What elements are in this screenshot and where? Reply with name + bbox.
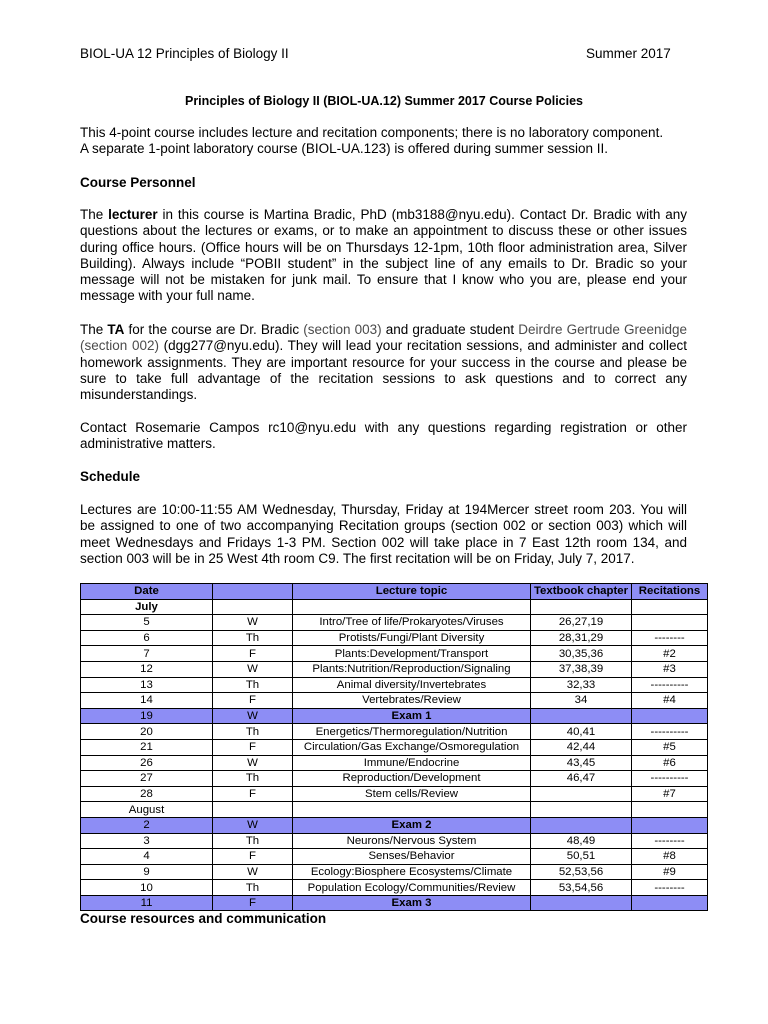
cell-chapter: 50,51	[531, 849, 632, 865]
cell-topic: Energetics/Thermoregulation/Nutrition	[293, 724, 531, 740]
cell-topic: Exam 3	[293, 895, 531, 911]
schedule-paragraph: Lectures are 10:00-11:55 AM Wednesday, Thursday, Friday at 194Mercer street room 203. You will be assigned to one of two accompanying Recitation groups (section 002 or section 003) which will meet Wednesdays and Fridays 1-3 PM. Section 002 will take place in 7 East 12th room 134, and section 003 will be in 25 West 4th room C9. The first recitation will be on Friday, July 7, 2017.	[80, 502, 687, 566]
cell-day: W	[213, 864, 293, 880]
cell-chapter	[531, 895, 632, 911]
cell-day: F	[213, 693, 293, 709]
cell-day: W	[213, 817, 293, 833]
cell-chapter: 52,53,56	[531, 864, 632, 880]
cell-topic: Plants:Nutrition/Reproduction/Signaling	[293, 661, 531, 677]
cell-date: 7	[81, 646, 213, 662]
resources-heading: Course resources and communication	[80, 911, 327, 926]
cell-recitation	[632, 802, 708, 818]
cell-date: 5	[81, 615, 213, 631]
cell-chapter	[531, 599, 632, 615]
table-row	[81, 786, 708, 802]
cell-day: Th	[213, 833, 293, 849]
table-row	[81, 755, 708, 771]
table-row	[81, 833, 708, 849]
cell-recitation: #5	[632, 739, 708, 755]
ta-prefix: The	[80, 322, 108, 337]
cell-date: 19	[81, 708, 213, 724]
table-row	[81, 880, 708, 896]
cell-topic: Intro/Tree of life/Prokaryotes/Viruses	[293, 615, 531, 631]
lecturer-paragraph	[80, 207, 687, 305]
cell-day: W	[213, 755, 293, 771]
cell-date: 2	[81, 817, 213, 833]
cell-date: 27	[81, 771, 213, 787]
cell-recitation	[632, 817, 708, 833]
cell-chapter	[531, 708, 632, 724]
ta-paragraph	[80, 322, 687, 403]
cell-recitation	[632, 895, 708, 911]
cell-date: 11	[81, 895, 213, 911]
cell-topic: Immune/Endocrine	[293, 755, 531, 771]
cell-recitation: #2	[632, 646, 708, 662]
ta-label: TA	[107, 322, 125, 337]
cell-day: F	[213, 646, 293, 662]
table-row	[81, 599, 708, 615]
cell-chapter: 32,33	[531, 677, 632, 693]
table-row	[81, 864, 708, 880]
cell-chapter	[531, 786, 632, 802]
intro-line-1: This 4-point course includes lecture and recitation components; there is no laboratory component.	[80, 125, 664, 140]
cell-chapter: 28,31,29	[531, 630, 632, 646]
cell-date: 20	[81, 724, 213, 740]
cell-day	[213, 599, 293, 615]
table-row	[81, 646, 708, 662]
cell-recitation: --------	[632, 833, 708, 849]
cell-date: 14	[81, 693, 213, 709]
cell-date: 6	[81, 630, 213, 646]
table-row	[81, 630, 708, 646]
cell-date: 21	[81, 739, 213, 755]
cell-recitation: #8	[632, 849, 708, 865]
cell-day	[213, 802, 293, 818]
cell-recitation: ----------	[632, 677, 708, 693]
cell-topic: Exam 2	[293, 817, 531, 833]
cell-topic: Ecology:Biosphere Ecosystems/Climate	[293, 864, 531, 880]
cell-recitation	[632, 599, 708, 615]
cell-date: August	[81, 802, 213, 818]
table-row	[81, 708, 708, 724]
cell-topic: Vertebrates/Review	[293, 693, 531, 709]
cell-recitation: #3	[632, 661, 708, 677]
cell-day: F	[213, 895, 293, 911]
table-row	[81, 895, 708, 911]
cell-chapter: 42,44	[531, 739, 632, 755]
cell-date: 13	[81, 677, 213, 693]
table-row	[81, 739, 708, 755]
cell-day: Th	[213, 771, 293, 787]
header-day	[213, 584, 293, 600]
cell-recitation: #4	[632, 693, 708, 709]
header-term: Summer 2017	[586, 46, 671, 61]
ta-section-003: (section 003)	[303, 322, 382, 337]
cell-day: Th	[213, 677, 293, 693]
lecturer-prefix: The	[80, 207, 109, 222]
cell-date: 28	[81, 786, 213, 802]
cell-day: Th	[213, 630, 293, 646]
cell-topic: Exam 1	[293, 708, 531, 724]
cell-date: 12	[81, 661, 213, 677]
ta-text-1: for the course are Dr. Bradic	[124, 322, 304, 337]
cell-chapter: 37,38,39	[531, 661, 632, 677]
cell-chapter: 30,35,36	[531, 646, 632, 662]
cell-topic: Animal diversity/Invertebrates	[293, 677, 531, 693]
contact-paragraph: Contact Rosemarie Campos rc10@nyu.edu with any questions regarding registration or other administrative matters.	[80, 420, 687, 452]
schedule-heading: Schedule	[80, 469, 141, 484]
table-row	[81, 661, 708, 677]
cell-recitation: #7	[632, 786, 708, 802]
cell-recitation: --------	[632, 630, 708, 646]
header-textbook-chapter: Textbook chapter	[531, 584, 632, 600]
cell-recitation	[632, 615, 708, 631]
cell-day: F	[213, 739, 293, 755]
cell-day: Th	[213, 724, 293, 740]
intro-line-2: A separate 1-point laboratory course (BIOL-UA.123) is offered during summer session II.	[80, 141, 609, 157]
ta-student-name: Deirdre Gertrude Greenidge (section 002)	[80, 322, 688, 354]
cell-chapter: 46,47	[531, 771, 632, 787]
header-lecture-topic: Lecture topic	[293, 584, 531, 600]
cell-day: F	[213, 849, 293, 865]
cell-topic: Reproduction/Development	[293, 771, 531, 787]
cell-topic	[293, 802, 531, 818]
cell-recitation: #9	[632, 864, 708, 880]
cell-chapter	[531, 802, 632, 818]
cell-chapter: 53,54,56	[531, 880, 632, 896]
cell-date: July	[81, 599, 213, 615]
cell-recitation: --------	[632, 880, 708, 896]
table-row	[81, 849, 708, 865]
cell-topic: Stem cells/Review	[293, 786, 531, 802]
table-row	[81, 724, 708, 740]
cell-topic: Protists/Fungi/Plant Diversity	[293, 630, 531, 646]
cell-topic: Population Ecology/Communities/Review	[293, 880, 531, 896]
cell-recitation: ----------	[632, 724, 708, 740]
cell-date: 4	[81, 849, 213, 865]
cell-topic	[293, 599, 531, 615]
header-date: Date	[81, 584, 213, 600]
cell-recitation: ----------	[632, 771, 708, 787]
table-row	[81, 615, 708, 631]
cell-chapter: 34	[531, 693, 632, 709]
schedule-table	[80, 583, 708, 911]
ta-text-2: and graduate student	[381, 322, 519, 337]
document-title: Principles of Biology II (BIOL-UA.12) Summer 2017 Course Policies	[184, 94, 584, 108]
cell-chapter: 43,45	[531, 755, 632, 771]
cell-chapter: 40,41	[531, 724, 632, 740]
cell-topic: Neurons/Nervous System	[293, 833, 531, 849]
table-row	[81, 802, 708, 818]
personnel-heading: Course Personnel	[80, 175, 196, 190]
cell-day: Th	[213, 880, 293, 896]
table-row	[81, 693, 708, 709]
cell-chapter	[531, 817, 632, 833]
cell-chapter: 48,49	[531, 833, 632, 849]
cell-day: W	[213, 661, 293, 677]
cell-recitation: #6	[632, 755, 708, 771]
header-recitations: Recitations	[632, 584, 708, 600]
lecturer-label: lecturer	[108, 207, 158, 222]
ta-text-3: (dgg277@nyu.edu). They will lead your recitation sessions, and administer and collect homework assignments. They are important resource for your success in the course and please be sure to take full advantage of the recitation sessions to ask questions and to correct any misunderstandings.	[80, 338, 688, 403]
header-course-name: BIOL-UA 12 Principles of Biology II	[80, 46, 289, 61]
cell-topic: Circulation/Gas Exchange/Osmoregulation	[293, 739, 531, 755]
cell-date: 10	[81, 880, 213, 896]
cell-date: 26	[81, 755, 213, 771]
cell-recitation	[632, 708, 708, 724]
cell-topic: Plants:Development/Transport	[293, 646, 531, 662]
cell-day: F	[213, 786, 293, 802]
cell-chapter: 26,27,19	[531, 615, 632, 631]
cell-date: 9	[81, 864, 213, 880]
table-header-row	[81, 584, 708, 600]
lecturer-text: in this course is Martina Bradic, PhD (mb3188@nyu.edu). Contact Dr. Bradic with any questions about the lectures or exams, or to make an appointment to discuss these or other issues during office hours. (Office hours will be on Thursdays 12-1pm, 10th floor administration area, Silver Building). Always include “POBII student” in the subject line of any emails to Dr. Bradic so your message will not be mistaken for junk mail. To ensure that I know who you are, please end your message with your full name.	[80, 207, 687, 304]
cell-day: W	[213, 708, 293, 724]
cell-topic: Senses/Behavior	[293, 849, 531, 865]
table-row	[81, 817, 708, 833]
table-row	[81, 677, 708, 693]
cell-date: 3	[81, 833, 213, 849]
table-row	[81, 771, 708, 787]
intro-paragraph	[80, 125, 687, 158]
cell-day: W	[213, 615, 293, 631]
